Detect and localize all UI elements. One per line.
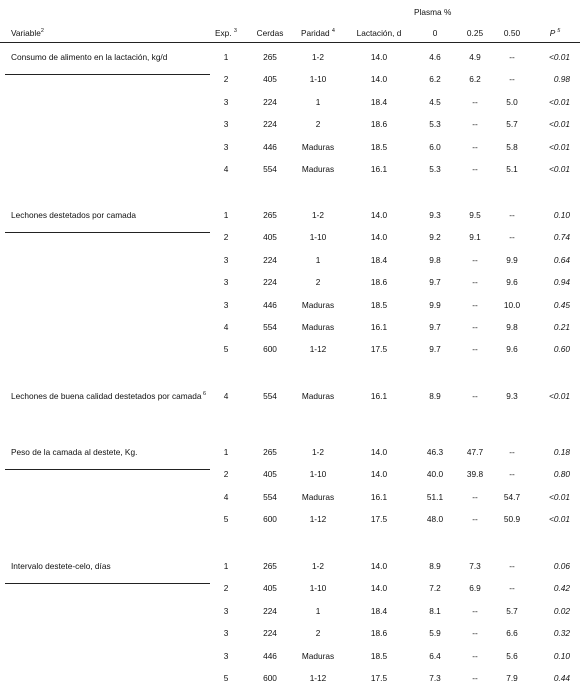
cell-exp: 3 [223,97,229,107]
cell-p: 0.60 [553,344,570,354]
section-rule [5,232,210,233]
cell-lact: 18.6 [370,277,388,287]
cell-p050: 5.7 [506,606,518,616]
plasma-025-header: 0.25 [466,28,484,38]
section-label [11,447,221,457]
lactacion-header: Lactación, d [356,28,402,38]
cell-exp: 3 [223,300,229,310]
cell-p0: 6.4 [429,651,441,661]
cell-p050: 50.9 [503,514,521,524]
cell-lact: 18.4 [370,255,388,265]
cell-paridad: 1-2 [312,561,324,571]
cell-lact: 14.0 [370,232,388,242]
cell-p0: 51.1 [426,492,444,502]
cell-p050: 9.8 [506,322,518,332]
cell-lact: 17.5 [370,344,388,354]
cell-p: 0.98 [553,74,570,84]
cell-cerdas: 554 [263,391,277,401]
p-value-header: P $^5$ [549,28,561,38]
cell-p025: -- [472,673,478,683]
cell-p050: -- [509,52,515,62]
cell-p050: -- [509,232,515,242]
cell-exp: 2 [223,583,229,593]
cell-p0: 40.0 [426,469,444,479]
cell-p0: 4.5 [429,97,441,107]
cell-exp: 3 [223,277,229,287]
cell-paridad: Maduras [301,322,335,332]
cell-p: 0.64 [553,255,570,265]
cell-p025: -- [472,492,478,502]
cell-lact: 17.5 [370,673,388,683]
cell-lact: 18.5 [370,300,388,310]
cell-lact: 17.5 [370,514,388,524]
cell-lact: 16.1 [370,164,388,174]
cell-p0: 9.3 [429,210,441,220]
cell-p050: 5.0 [506,97,518,107]
cell-paridad: 1-12 [309,514,327,524]
cell-p050: -- [509,74,515,84]
cell-p025: -- [472,322,478,332]
cell-p025: 9.5 [469,210,481,220]
cell-p025: -- [472,119,478,129]
cell-p: 0.32 [553,628,570,638]
cell-lact: 18.5 [370,651,388,661]
section-rule [5,74,210,75]
cell-p050: 6.6 [506,628,518,638]
cell-cerdas: 224 [263,119,277,129]
cell-paridad: 1-2 [312,447,324,457]
section-label [11,52,221,62]
cell-exp: 4 [223,492,229,502]
cell-p050: -- [509,561,515,571]
cell-p: 0.45 [553,300,570,310]
cell-p050: -- [509,583,515,593]
cell-p0: 6.0 [429,142,441,152]
variable-header: Variable$^2$ [11,28,44,38]
cell-lact: 14.0 [370,561,388,571]
cell-lact: 14.0 [370,52,388,62]
cell-cerdas: 405 [263,469,277,479]
cell-p050: 9.9 [506,255,518,265]
plasma-050-header: 0.50 [503,28,521,38]
cell-paridad: 1 [315,606,321,616]
cell-p0: 9.7 [429,277,441,287]
cell-p050: 9.6 [506,344,518,354]
cell-p0: 9.7 [429,344,441,354]
cell-cerdas: 446 [263,651,277,661]
cell-exp: 4 [223,322,229,332]
cell-p: <0.01 [549,52,570,62]
cell-cerdas: 554 [263,164,277,174]
cell-p050: 5.7 [506,119,518,129]
cell-cerdas: 265 [263,561,277,571]
cell-p: 0.10 [553,651,570,661]
cell-cerdas: 554 [263,322,277,332]
cell-p0: 5.9 [429,628,441,638]
cell-p: 0.21 [553,322,570,332]
cell-lact: 14.0 [370,74,388,84]
cell-p025: 6.2 [469,74,481,84]
cell-p: <0.01 [549,391,570,401]
section-label [11,391,221,401]
plasma-group-header: Plasma % [414,7,452,17]
cell-cerdas: 600 [263,344,277,354]
cell-p0: 9.2 [429,232,441,242]
cell-cerdas: 265 [263,447,277,457]
section-label-text: Peso de la camada al destete, Kg. [11,447,138,457]
cell-p: <0.01 [549,164,570,174]
cell-lact: 16.1 [370,391,388,401]
cell-p0: 7.3 [429,673,441,683]
cell-p0: 9.8 [429,255,441,265]
cell-p025: 47.7 [466,447,484,457]
cell-p025: -- [472,651,478,661]
cell-p025: -- [472,300,478,310]
cell-exp: 1 [223,52,229,62]
cell-cerdas: 224 [263,255,277,265]
cell-p: 0.94 [553,277,570,287]
cell-p0: 8.9 [429,561,441,571]
cell-p: <0.01 [549,97,570,107]
cell-lact: 16.1 [370,322,388,332]
cell-cerdas: 405 [263,74,277,84]
cell-p: <0.01 [549,514,570,524]
cell-paridad: Maduras [301,651,335,661]
cell-p050: 5.8 [506,142,518,152]
cell-cerdas: 554 [263,492,277,502]
cell-paridad: Maduras [301,142,335,152]
cell-p0: 9.9 [429,300,441,310]
cell-exp: 1 [223,447,229,457]
cell-p0: 7.2 [429,583,441,593]
cell-exp: 5 [223,514,229,524]
cell-paridad: Maduras [301,300,335,310]
cell-lact: 18.6 [370,119,388,129]
cell-p050: -- [509,210,515,220]
cell-exp: 3 [223,628,229,638]
cell-lact: 18.6 [370,628,388,638]
section-rule [5,583,210,584]
cell-p025: -- [472,628,478,638]
section-label [11,210,221,220]
cell-p050: 5.1 [506,164,518,174]
cell-exp: 4 [223,164,229,174]
cell-p: <0.01 [549,119,570,129]
cell-lact: 14.0 [370,469,388,479]
cell-cerdas: 600 [263,673,277,683]
cell-exp: 1 [223,561,229,571]
cell-p025: 4.9 [469,52,481,62]
cell-p0: 48.0 [426,514,444,524]
cell-paridad: 1 [315,97,321,107]
cell-p: 0.18 [553,447,570,457]
cell-paridad: 1-2 [312,210,324,220]
cell-p025: -- [472,344,478,354]
cell-p050: 54.7 [503,492,521,502]
cell-cerdas: 265 [263,210,277,220]
cell-p: <0.01 [549,142,570,152]
cell-p050: -- [509,447,515,457]
cell-p0: 5.3 [429,119,441,129]
cell-p025: -- [472,164,478,174]
cell-exp: 3 [223,606,229,616]
cell-p025: -- [472,97,478,107]
cell-paridad: 2 [315,119,321,129]
cell-p: 0.10 [553,210,570,220]
cell-cerdas: 446 [263,142,277,152]
cell-exp: 3 [223,142,229,152]
cell-p0: 46.3 [426,447,444,457]
section-label [11,561,221,571]
cell-p025: -- [472,606,478,616]
cell-p: <0.01 [549,492,570,502]
cell-lact: 18.4 [370,606,388,616]
cell-lact: 14.0 [370,583,388,593]
section-label-text: Lechones de buena calidad destetados por camada [11,391,202,401]
cell-p050: 10.0 [503,300,521,310]
cell-p0: 5.3 [429,164,441,174]
cell-paridad: 1-10 [309,469,327,479]
cell-p0: 6.2 [429,74,441,84]
cell-p0: 4.6 [429,52,441,62]
cell-lact: 14.0 [370,210,388,220]
cell-p025: 39.8 [466,469,484,479]
cell-p0: 8.9 [429,391,441,401]
cell-paridad: Maduras [301,391,335,401]
cell-p025: -- [472,391,478,401]
cell-cerdas: 224 [263,97,277,107]
cell-exp: 4 [223,391,229,401]
cell-cerdas: 600 [263,514,277,524]
cell-p025: 7.3 [469,561,481,571]
cell-exp: 2 [223,232,229,242]
cell-paridad: 1-12 [309,673,327,683]
cell-p025: 6.9 [469,583,481,593]
cell-paridad: 2 [315,277,321,287]
cell-p025: -- [472,142,478,152]
cell-lact: 14.0 [370,447,388,457]
cell-cerdas: 224 [263,628,277,638]
cell-p025: 9.1 [469,232,481,242]
cell-exp: 5 [223,344,229,354]
cell-lact: 16.1 [370,492,388,502]
cell-cerdas: 224 [263,277,277,287]
cell-lact: 18.5 [370,142,388,152]
cell-lact: 18.4 [370,97,388,107]
cell-exp: 3 [223,651,229,661]
cell-exp: 1 [223,210,229,220]
cell-paridad: 1-2 [312,52,324,62]
footnote-marker: 6 [201,391,207,398]
cell-p: 0.06 [553,561,570,571]
cell-exp: 2 [223,74,229,84]
section-label-text: Consumo de alimento en la lactación, kg/d [11,52,168,62]
cell-paridad: 1-10 [309,74,327,84]
cell-p050: 5.6 [506,651,518,661]
cell-p025: -- [472,255,478,265]
cell-p0: 9.7 [429,322,441,332]
cell-paridad: Maduras [301,164,335,174]
plasma-0-header: 0 [432,28,438,38]
cerdas-header: Cerdas [256,28,284,38]
cell-paridad: Maduras [301,492,335,502]
cell-cerdas: 224 [263,606,277,616]
section-rule [5,469,210,470]
cell-p050: 7.9 [506,673,518,683]
cell-paridad: 1 [315,255,321,265]
cell-p: 0.74 [553,232,570,242]
cell-cerdas: 405 [263,232,277,242]
cell-p025: -- [472,514,478,524]
cell-p050: 9.6 [506,277,518,287]
section-label-text: Lechones destetados por camada [11,210,137,220]
cell-exp: 3 [223,255,229,265]
cell-cerdas: 446 [263,300,277,310]
cell-p025: -- [472,277,478,287]
cell-cerdas: 405 [263,583,277,593]
paridad-header: Paridad $^4$ [301,28,335,38]
cell-paridad: 1-10 [309,232,327,242]
cell-p: 0.44 [553,673,570,683]
header-rule [0,42,580,43]
section-label-text: Intervalo destete-celo, días [11,561,111,571]
cell-p: 0.02 [553,606,570,616]
exp-header: Exp. $^3$ [215,28,237,38]
cell-paridad: 1-10 [309,583,327,593]
cell-p: 0.80 [553,469,570,479]
cell-paridad: 2 [315,628,321,638]
cell-exp: 3 [223,119,229,129]
cell-paridad: 1-12 [309,344,327,354]
cell-p: 0.42 [553,583,570,593]
cell-p050: -- [509,469,515,479]
cell-exp: 5 [223,673,229,683]
cell-exp: 2 [223,469,229,479]
cell-cerdas: 265 [263,52,277,62]
cell-p0: 8.1 [429,606,441,616]
cell-p050: 9.3 [506,391,518,401]
